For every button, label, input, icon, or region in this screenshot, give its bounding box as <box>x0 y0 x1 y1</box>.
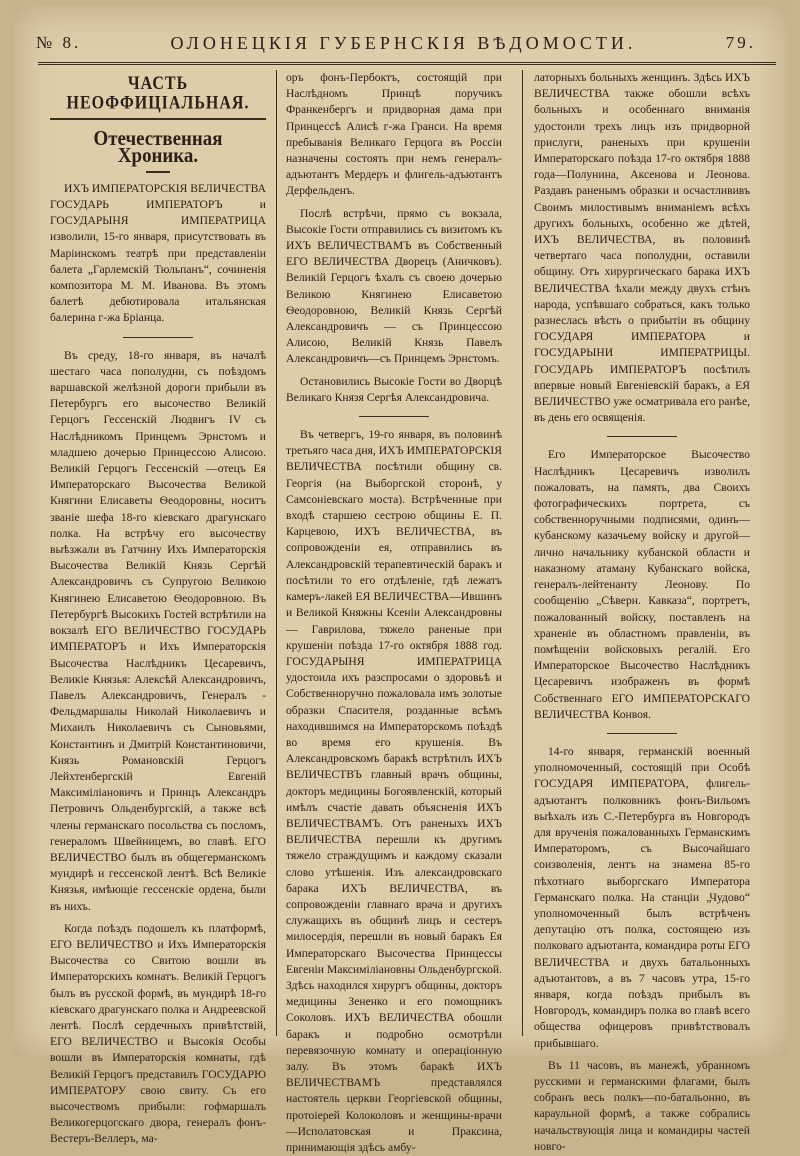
paragraph: Когда поѣздъ подошелъ къ платформѣ, ЕГО ВЕЛИЧЕСТВО и Ихъ Императорскія Высочества со Свитою вошли въ Императорскихъ комнатъ. Великій Герцогъ былъ въ русской формѣ, въ мундирѣ 18-го кіевскаго драгунскаго полка и Андреевской лентѣ. Послѣ сердечныхъ привѣтствій, ЕГО ВЕЛИЧЕСТВО и Высокія Особы вошли въ Императорскія комнаты, гдѣ Великій Герцогъ представилъ ГОСУДАРЮ ИМПЕРАТОРУ свою свиту. Съ его высочествомъ прибыли: гофмаршалъ Великогерцогскаго двора, генералъ фонъ-Вестеръ-Веллеръ, ма- <box>50 921 266 1146</box>
paragraph: 14-го января, германскій военный уполномоченный, состоящій при Особѣ ГОСУДАРЯ ИМПЕРАТОРА, флигель-адъютантъ полковникъ фонъ-Вильомъ выѣхалъ изъ С.-Петербурга въ Новгородъ для врученія пожалованныхъ Германскимъ Императоромъ, съ Высочайшаго соизволенія, лентъ на знамена 85-го пѣхотнаго выборгскаго Императора Германскаго полка. На станціи „Чудово“ уполномоченный былъ встрѣченъ депутацію отъ полка, состоящею изъ полковаго адъютанта, командира роты ЕГО ВЕЛИЧЕСТВА и двухъ батальонныхъ адъютантовъ, а въ 7 часовъ утра, 15-го января, когда поѣздъ прибылъ въ Новгородъ, командиръ полка во главѣ всего общества офицеровъ привѣтствовалъ прибывшаго. <box>534 744 750 1050</box>
separator <box>607 733 677 734</box>
issue-number: № 8. <box>36 33 82 52</box>
column-divider <box>522 70 523 1036</box>
paragraph: Въ четвергъ, 19-го января, въ половинѣ третьяго часа дня, ИХЪ ИМПЕРАТОРСКІЯ ВЕЛИЧЕСТВА посѣтили общину св. Георгія (на Выборгской сторонѣ, у Самсоніевскаго моста). Встрѣченные при входѣ старшею сестрою общины Е. П. Карцевою, ИХЪ ВЕЛИЧЕСТВА, въ сопровожденіи ея, отправились въ Александровскій терапевтическій баракъ и посѣтили то его отдѣленіе, гдѣ лежатъ камеръ-лакей ЕЯ ВЕЛИЧЕСТВА—Ившинъ и Великой Княжны Ксеніи Александровны — Гаврилова, тяжело раненые при крушеніи поѣзда 17-го октября 1888 год. ГОСУДАРЫНЯ ИМПЕРАТРИЦА удостоила ихъ разспросами о здоровьѣ и Собственноручно пожаловала имъ золотые образки Спасителя, розданные всѣмъ находившимся на Императорскомъ поѣздѣ во время его крушенія. Въ Александровскомъ баракѣ встрѣтилъ ИХЪ ВЕЛИЧЕСТВЪ главный врачъ общины, докторъ медицины Богоявленскій, который имѣлъ счастіе давать объясненія ИХЪ ВЕЛИЧЕСТВАМЪ. Отъ раненыхъ ИХЪ ВЕЛИЧЕСТВА перешли къ другимъ тяжело страждущимъ и каждому сказали слово утѣшенія. Изъ александровскаго барака ИХЪ ВЕЛИЧЕСТВА, въ сопровожденіи главнаго врача и другихъ служащихъ въ общинѣ лицъ и сестеръ милосердія, перешли въ новый баракъ Ея Императорскаго Высочества Принцессы Евгеніи Максиміліановны Ольденбургской. Здѣсь находился хирургъ общины, докторъ медицины Зененко и его помощникъ Соколовъ. ИХЪ ВЕЛИЧЕСТВА обошли баракъ и подробно осмотрѣли перевязочную комнату и операціонную залу. Въ этомъ баракѣ ИХЪ ВЕЛИЧЕСТВАМЪ представлялся настоятель церкви Георгіевской общины, протоіерей Колоколовъ и женщины-врачи—Исполатовская и Праксина, принимающія здѣсь амбу- <box>286 428 502 1154</box>
separator <box>607 436 677 437</box>
section-title: ЧАСТЬ НЕОФФИЦІАЛЬНАЯ. <box>66 73 250 114</box>
section-rule <box>50 118 266 120</box>
chronicle-title: Отечественная Хроника. <box>93 126 223 167</box>
paragraph: Въ среду, 18-го января, въ началѣ шестаго часа пополудни, съ поѣздомъ варшавской желѣзной дороги прибыли въ Петербургъ его высочество Великій Герцогъ Гессенскій Людвигъ IV съ Наслѣдникомъ Принцемъ Эрнстомъ и младшею дочерью Принцессою Алисою. Великій Герцогъ Гессенскій —отецъ Ея Императорскаго Высочества Великой Княгини Елисаветы Ѳеодоровны, носитъ званіе шефа 18-го кіевскаго драгунскаго полка. На встрѣчу его высочеству выѣзжали въ Гатчину Ихъ Императорскія Высочества Великій Князь Сергѣй Александровичъ съ Супругою Великою Княгинею Елисаветою Ѳеодоровною. Въ Петербургѣ Высокихъ Гостей встрѣтили на вокзалѣ ЕГО ВЕЛИЧЕСТВО ГОСУДАРЬ ИМПЕРАТОРЪ и Ихъ Императорскія Высочества Наслѣдникъ Цесаревичъ, Великіе Князья: Алексѣй Александровичъ, Павелъ Александровичъ, Генералъ - Фельдмаршалы Николай Николаевичъ и Михаилъ Николаевичъ съ Сыновьями, Константинъ и Дмитрій Константиновичи, Князь Романовскій Герцогъ Лейхтенбергскій Евгеній Максиміліановичъ и Принцъ Александръ Петровичъ Ольденбургскій, а также всѣ члены германскаго посольства съ посломъ, генераломъ Швейницемъ, во главѣ. ЕГО ВЕЛИЧЕСТВО былъ въ общегерманскомъ мундирѣ и гессенской лентѣ. Всѣ Великіе Князья, имѣющіе гессенскіе ордена, были въ нихъ. <box>50 348 266 913</box>
newspaper-page <box>14 6 788 1154</box>
page-number: 79. <box>725 33 756 52</box>
newspaper-title: ОЛОНЕЦКІЯ ГУБЕРНСКІЯ ВѢДОМОСТИ. <box>170 32 637 53</box>
column-1 <box>50 70 266 1146</box>
paragraph: оръ фонъ-Пербоктъ, состоящій при Наслѣдномъ Принцѣ поручикъ Франкенбергъ и придворная дама при Принцессѣ Алисѣ г-жа Гранси. На время пребыванія Великаго Герцога въ Россіи назначены состоять при немъ генералъ-адъютантъ Мердеръ и флигель-адъютантъ Дерфельденъ. <box>286 71 502 198</box>
header-rule <box>38 62 776 68</box>
page-header <box>36 28 756 58</box>
separator <box>123 337 193 338</box>
paragraph: Въ 11 часовъ, въ манежѣ, убранномъ русскими и германскими флагами, былъ собранъ весь полкъ—по-батальонно, въ караульной формѣ, а также собрались начальствующія лица и командиры частей новго- <box>534 1058 750 1153</box>
separator <box>359 416 429 417</box>
column-divider <box>276 70 277 1036</box>
paragraph: Послѣ встрѣчи, прямо съ вокзала, Высокіе Гости отправились съ визитомъ къ ИХЪ ВЕЛИЧЕСТВАМЪ въ Собственный ЕГО ВЕЛИЧЕСТВА Дворецъ (Аничковъ). Великій Герцогъ ѣхалъ съ своею дочерью Великою Княгинею Елисаветою Ѳеодоровною, Великій Князь Сергѣй Александровичъ — съ Принцессою Алисою, Великій Князь Павелъ Александровичъ—съ Принцемъ Эрнстомъ. <box>286 206 502 366</box>
column-2 <box>286 70 502 1154</box>
paragraph: ИХЪ ИМПЕРАТОРСКІЯ ВЕЛИЧЕСТВА ГОСУДАРЬ ИМПЕРАТОРЪ и ГОСУДАРЫНЯ ИМПЕРАТРИЦА изволили, 15-го января, присутствовать въ Маріинскомъ театрѣ при представленіи балета „Гарлемскій Тюльпанъ“, сочиненія композитора М. М. Иванова. Въ этомъ балетѣ дебютировала итальянская балерина г-жа Бріанца. <box>50 181 266 325</box>
title-dash <box>146 171 170 173</box>
paragraph: Остановились Высокіе Гости во Дворцѣ Великаго Князя Сергѣя Александровича. <box>286 374 502 404</box>
paragraph: латорныхъ больныхъ женщинъ. Здѣсь ИХЪ ВЕЛИЧЕСТВА также обошли всѣхъ больныхъ и особеннаго вниманія удостоили трехъ лицъ изъ придворной прислуги, раненыхъ при крушеніи Императорскаго поѣзда 17-го октября 1888 года—Полунина, Аксенова и Леонова. Раздавъ раненымъ образки и осчастлививъ Своимъ милостивымъ вниманіемъ всѣхъ другихъ больныхъ, особенно же дѣтей, ИХЪ ВЕЛИЧЕСТВА, въ половинѣ четвертаго часа пополудни, оставили общину. Отъ хирургическаго барака ИХЪ ВЕЛИЧЕСТВА ѣхали между двухъ стѣнъ народа, успѣвшаго собраться, какъ только разнеслась вѣсть о прибытіи въ общину ГОСУДАРЯ ИМПЕРАТОРА и ГОСУДАРЫНИ ИМПЕРАТРИЦЫ. ГОСУДАРЬ ИМПЕРАТОРЪ посѣтилъ впервые новый Евгеніевскій баракъ, а ЕЯ ВЕЛИЧЕСТВО уже осматривала его ранѣе, въ день его освященія. <box>534 71 750 425</box>
paragraph: Его Императорское Высочество Наслѣдникъ Цесаревичъ изволилъ пожаловать, на память, два Своихъ фотографическихъ портрета, съ собственноручными подписями, одинъ—кубанскому казачьему войску и другой—лично начальнику кубанской области и наказному атаману Кубанскаго войска, генералъ-лейтенанту Леонову. По сообщенію „Сѣверн. Кавказа“, портретъ, пожалованный войску, поставленъ на храненіе въ областномъ правленіи, въ помѣщеніи войсковыхъ регалій. Его Императорское Высочество Наслѣдникъ Цесаревичъ изображенъ въ формѣ Собственнаго ЕГО ИМПЕРАТОРСКАГО ВЕЛИЧЕСТВА Конвоя. <box>534 448 750 721</box>
column-3 <box>534 70 750 1153</box>
